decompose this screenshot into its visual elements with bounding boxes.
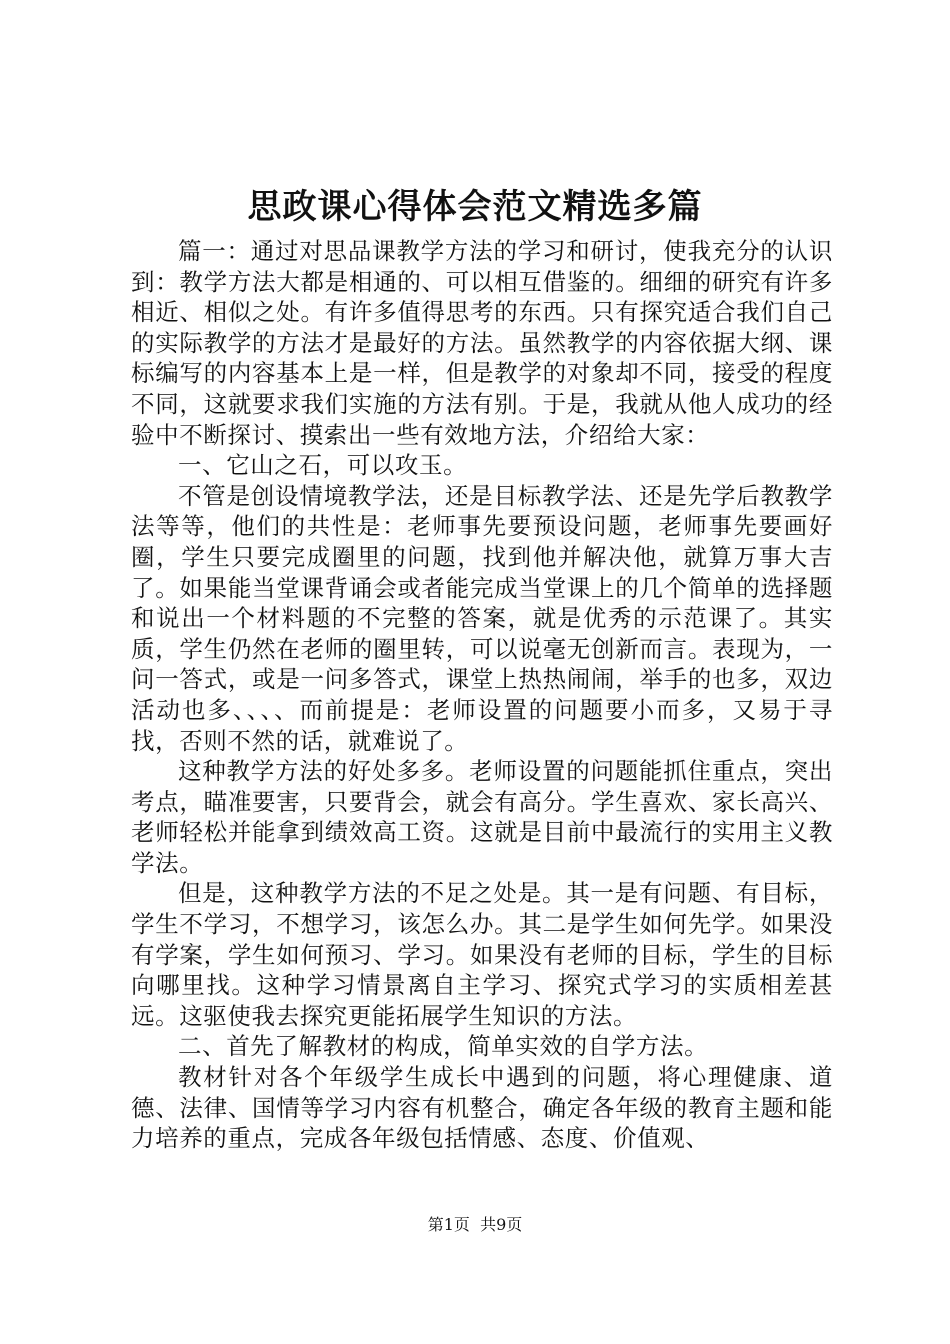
page-number: 第1页 <box>427 1215 470 1234</box>
paragraph: 篇一：通过对思品课教学方法的学习和研讨，使我充分的认识到：教学方法大都是相通的、可以相互借鉴的。细细的研究有许多相近、相似之处。有许多值得思考的东西。只有探究适合我们自己的实际教学的方法才是最好的方法。虽然教学的内容依据大纲、课标编写的内容基本上是一样，但是教学的对象却不同，接受的程度不同，这就要求我们实施的方法有别。于是，我就从他人成功的经验中不断探讨、摸索出一些有效地方法，介绍给大家： <box>131 237 833 449</box>
paragraph: 不管是创设情境教学法，还是目标教学法、还是先学后教教学法等等，他们的共性是：老师事先要预设问题，老师事先要画好圈，学生只要完成圈里的问题，找到他并解决他，就算万事大吉了。如果能当堂课背诵会或者能完成当堂课上的几个简单的选择题和说出一个材料题的不完整的答案，就是优秀的示范课了。其实质，学生仍然在老师的圈里转，可以说毫无创新而言。表现为，一问一答式，或是一问多答式，课堂上热热闹闹，举手的也多，双边活动也多、、、、而前提是：老师设置的问题要小而多，又易于寻找，否则不然的话，就难说了。 <box>131 481 833 755</box>
paragraph: 这种教学方法的好处多多。老师设置的问题能抓住重点，突出考点，瞄准要害，只要背会，就会有高分。学生喜欢、家长高兴、老师轻松并能拿到绩效高工资。这就是目前中最流行的实用主义教学法。 <box>131 757 833 877</box>
paragraph: 教材针对各个年级学生成长中遇到的问题，将心理健康、道德、法律、国情等学习内容有机整合，确定各年级的教育主题和能力培养的重点，完成各年级包括情感、态度、价值观、 <box>131 1063 833 1153</box>
section-heading: 二、首先了解教材的构成，简单实效的自学方法。 <box>178 1032 709 1061</box>
page-footer <box>0 1215 950 1235</box>
document-body <box>131 236 833 1154</box>
section-heading: 一、它山之石，可以攻玉。 <box>178 451 468 480</box>
paragraph: 但是，这种教学方法的不足之处是。其一是有问题、有目标，学生不学习，不想学习，该怎么办。其二是学生如何先学。如果没有学案，学生如何预习、学习。如果没有老师的目标，学生的目标向哪里找。这种学习情景离自主学习、探究式学习的实质相差甚远。这驱使我去探究更能拓展学生知识的方法。 <box>131 879 833 1030</box>
page-total: 共9页 <box>480 1215 523 1234</box>
document-title: 思政课心得体会范文精选多篇 <box>247 187 703 227</box>
